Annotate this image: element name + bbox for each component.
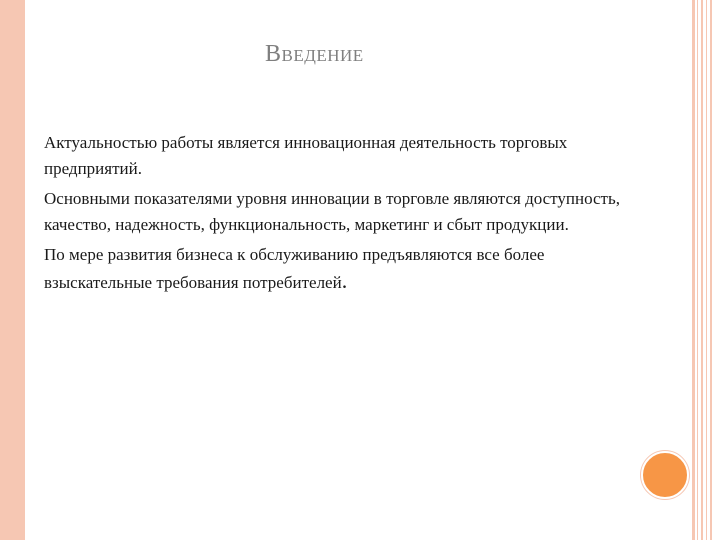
- decorative-circle: [641, 451, 689, 499]
- right-border-stripe: [710, 0, 712, 540]
- right-border-stripe: [692, 0, 695, 540]
- slide-title: [265, 41, 364, 68]
- left-border-bar: [0, 0, 25, 540]
- right-border-stripe: [706, 0, 707, 540]
- paragraph: Актуальностью работы является инновационная деятельность торговых предприятий.: [44, 133, 568, 178]
- title-first-letter: В: [265, 41, 282, 67]
- title-rest: ВЕДЕНИЕ: [281, 46, 364, 65]
- paragraph: [44, 242, 644, 296]
- right-border-stripe: [697, 0, 698, 540]
- paragraph-end-mark: .: [341, 268, 348, 293]
- paragraph: Основными показателями уровня инновации в торговле являются доступность, качество, надежность, функциональность, маркетинг и сбыт продукции.: [44, 189, 620, 234]
- right-border-stripe: [701, 0, 703, 540]
- paragraph-text: По мере развития бизнеса к обслуживанию предъявляются все более взыскательные требования потребителей: [44, 245, 545, 292]
- slide-body: [44, 130, 644, 300]
